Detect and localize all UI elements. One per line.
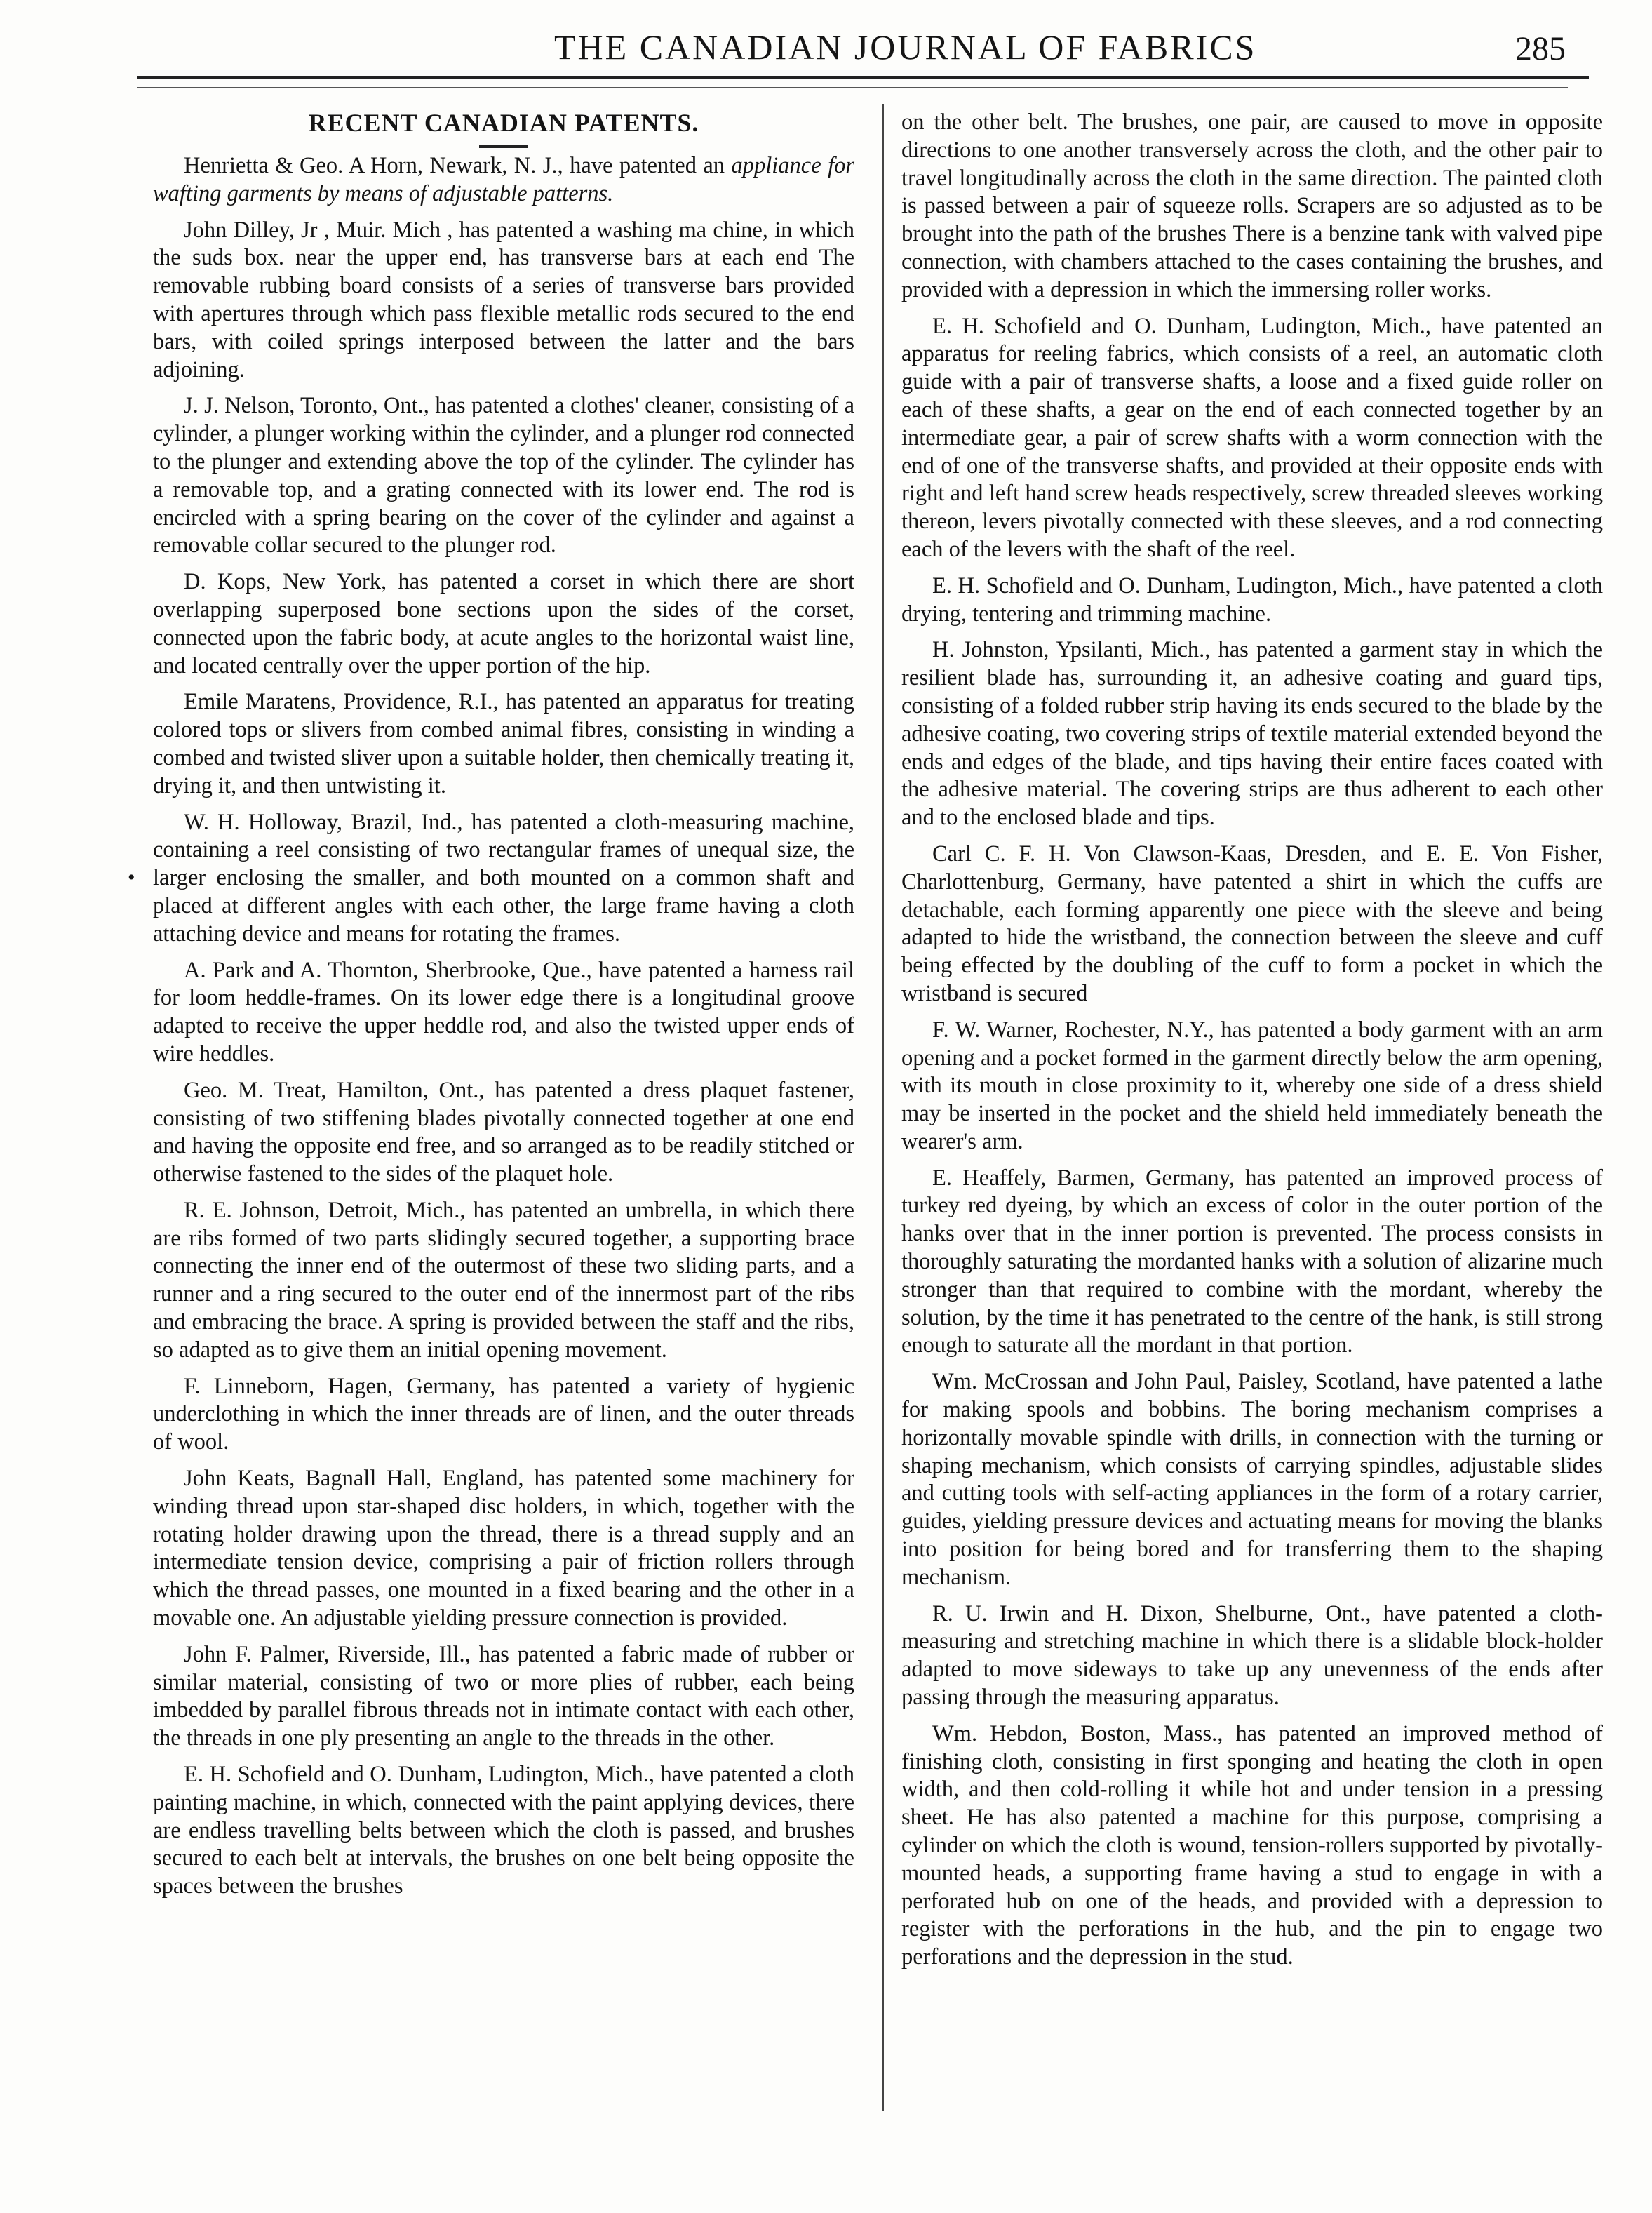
header-rule: [137, 76, 1589, 79]
patent-entry: E. H. Schofield and O. Dunham, Ludington, Mich., have patented a cloth drying, tentering and trimming machine.: [901, 573, 1603, 627]
patent-entry: W. H. Holloway, Brazil, Ind., has patented a cloth-measuring machine, containing a reel consisting of two rectangular frames of unequal size, the larger enclosing the smaller, and both mounted on a common shaft and placed at different angles with each other, the large frame having a cloth attaching device and means for rotating the frames.: [153, 809, 854, 947]
patent-entry: E. H. Schofield and O. Dunham, Ludington, Mich., have patented a cloth painting machine, in which, connected with the paint applying devices, there are endless travelling belts between which the cloth is passed, and brushes secured to each belt at intervals, the brushes on one belt being opposite the spaces between the brushes: [153, 1762, 854, 1899]
patent-entry: F. W. Warner, Rochester, N.Y., has patented a body garment with an arm opening and a pocket formed in the garment directly below the arm opening, with its mouth in close proximity to it, whereby one side of a dress shield may be inserted in the pocket and the shield held immediately beneath the wearer's arm.: [901, 1017, 1603, 1154]
patent-entry: E. Heaffely, Barmen, Germany, has patented an improved process of turkey red dyeing, by which an excess of color in the outer portion of the hanks over that in the inner portion is prevented. The process consists in thoroughly saturating the mordanted hanks with a solution of alizarine much stronger than that required to combine with the mordant, whereby the solution, by the time it has penetrated to the centre of the hank, is still strong enough to saturate all the mordant in that portion.: [901, 1165, 1603, 1358]
left-column: [153, 109, 854, 1909]
patent-entry: Emile Maratens, Providence, R.I., has patented an apparatus for treating colored tops or slivers from combed animal fibres, consisting in winding a combed and twisted sliver upon a suitable holder, then chemically treating it, drying it, and then untwisting it.: [153, 689, 854, 798]
patent-entry-italic: appliance for wafting garments by means of adjustable patterns.: [153, 153, 854, 206]
page-number: 285: [1515, 30, 1566, 67]
patent-entry: R. U. Irwin and H. Dixon, Shelburne, Ont., have patented a cloth-measuring and stretching machine in which there is a slidable block-holder adapted to move sideways to take up any unevenness of the ends after passing through the measuring apparatus.: [901, 1600, 1603, 1711]
patent-entry: H. Johnston, Ypsilanti, Mich., has patented a garment stay in which the resilient blade has, surrounding it, an adhesive coating and guard tips, consisting of a folded rubber strip having its ends secured to the blade by the adhesive coating, two covering strips of textile material extended beyond the ends and edges of the blade, and tips having their entire faces coated with the adhesive material. The covering strips are thus adherent to each other and to the enclosed blade and tips.: [901, 637, 1603, 831]
patent-entry: F. Linneborn, Hagen, Germany, has patented a variety of hygienic underclothing in which the inner threads are of linen, and the outer threads of wool.: [153, 1373, 854, 1455]
patent-entry: Wm. McCrossan and John Paul, Paisley, Scotland, have patented a lathe for making spools and bobbins. The boring mechanism comprises a horizontally movable spindle with drills, in connection with the turning or shaping mechanism, which consists of carrying spindles, adjustable slides and cutting tools with self-acting appliances in the form of a rotary carrier, guides, yielding pressure devices and actuating means for moving the blanks into position for being bored and for transferring them to the shaping mechanism.: [901, 1369, 1603, 1590]
patent-entry: J. J. Nelson, Toronto, Ont., has patented a clothes' cleaner, consisting of a cylinder, a plunger working within the cylinder, and a plunger rod connected to the plunger and extending above the top of the cylinder. The cylinder has a removable top, and a grating connected with its lower end. The rod is encircled with a spring bearing on the cover of the cylinder and against a removable collar secured to the plunger rod.: [153, 393, 854, 559]
patent-entry: Carl C. F. H. Von Clawson-Kaas, Dresden, and E. E. Von Fisher, Charlottenburg, Germany, have patented a shirt in which the cuffs are detachable, each forming apparently one piece with the sleeve and being adapted to hide the wristband, the connection between the sleeve and cuff being effected by the doubling of the cuff to form a pocket in which the wristband is secured: [901, 841, 1603, 1006]
column-divider: [882, 104, 884, 2111]
patent-entry: John F. Palmer, Riverside, Ill., has patented a fabric made of rubber or similar material, consisting of two or more plies of rubber, each being imbedded by parallel fibrous threads not in intimate contact with each other, the threads in one ply presenting an angle to the threads in the other.: [153, 1641, 854, 1751]
patent-entry: [153, 152, 854, 208]
patent-entry: E. H. Schofield and O. Dunham, Ludington, Mich., have patented an apparatus for reeling fabrics, which consists of a reel, an automatic cloth guide with a pair of transverse shafts, a loose and a fixed guide roller on each of these shafts, a gear on the end of each connected together by an intermediate gear, a pair of screw shafts with a worm connection with the end of one of the transverse shafts, and provided at their opposite ends with right and left hand screw heads respectively, screw threaded sleeves working thereon, levers pivotally connected with these sleeves, and a rod connecting each of the levers with the shaft of the reel.: [901, 313, 1603, 562]
patent-entry: John Keats, Bagnall Hall, England, has patented some machinery for winding thread upon star-shaped disc holders, in which, together with the rotating holder drawing upon the thread, there is a thread supply and an intermediate tension device, comprising a pair of friction rollers through which the thread passes, one mounted in a fixed bearing and the other in a movable one. An adjustable yielding pressure connection is provided.: [153, 1466, 854, 1631]
header-rule-thin: [137, 87, 1568, 88]
patent-entry: A. Park and A. Thornton, Sherbrooke, Que., have patented a harness rail for loom heddle-frames. On its lower edge there is a longitudinal groove adapted to receive the upper heddle rod, and also the twisted upper ends of wire heddles.: [153, 957, 854, 1067]
section-title: RECENT CANADIAN PATENTS.: [308, 109, 699, 137]
patent-entry-text: Henrietta & Geo. A Horn, Newark, N. J., have patented an: [184, 153, 732, 178]
patent-entry: Wm. Hebdon, Boston, Mass., has patented an improved method of finishing cloth, consisting in first sponging and heating the cloth in open width, and then cold-rolling it while hot and under tension in a pressing sheet. He has also patented a machine for this purpose, comprising a cylinder on which the cloth is wound, tension-rollers supported by pivotally-mounted heads, a supporting frame having a stud to engage in with a perforated hub on one of the heads, and provided with a depression to register with the perforations in the hub, and the pin to engage two perforations and the depression in the stud.: [901, 1720, 1603, 1970]
page-header: [0, 0, 1652, 98]
patent-entry-continued: on the other belt. The brushes, one pair, are caused to move in opposite directions to one another transversely across the cloth, and the other pair to travel longitudinally across the cloth in the same direction. The painted cloth is passed between a pair of squeeze rolls. Scrapers are so adjusted as to be brought into the path of the brushes There is a benzine tank with valved pipe connection, with chambers attached to the cases containing the brushes, and provided with a depression in which the immersing roller works.: [901, 109, 1603, 302]
patent-entry: D. Kops, New York, has patented a corset in which there are short overlapping superposed bone sections upon the sides of the corset, connected upon the fabric body, at acute angles to the horizontal waist line, and located centrally over the upper portion of the hip.: [153, 569, 854, 678]
margin-mark: •: [128, 866, 135, 889]
section-title-rule: [479, 145, 528, 148]
patent-entry: Geo. M. Treat, Hamilton, Ont., has patented a dress plaquet fastener, consisting of two stiffening blades pivotally connected together at one end and having the opposite end free, and so arranged as to be readily stitched or otherwise fastened to the sides of the plaquet hole.: [153, 1077, 854, 1187]
patent-entry: John Dilley, Jr , Muir. Mich , has patented a washing ma chine, in which the suds box. near the upper end, has transverse bars at each end The removable rubbing board consists of a series of transverse bars provided with apertures through which pass flexible metallic rods secured to the end bars, with coiled springs interposed between the latter and the bars adjoining.: [153, 217, 854, 382]
patent-entry: R. E. Johnson, Detroit, Mich., has patented an umbrella, in which there are ribs formed of two parts slidingly secured together, a supporting brace connecting the inner end of the outermost of these two sliding parts, and a runner and a ring secured to the outer end of the innermost part of the ribs and embracing the brace. A spring is provided between the staff and the ribs, so adapted as to give them an initial opening movement.: [153, 1197, 854, 1363]
right-column: [901, 109, 1603, 1980]
journal-title: THE CANADIAN JOURNAL OF FABRICS: [554, 27, 1257, 67]
